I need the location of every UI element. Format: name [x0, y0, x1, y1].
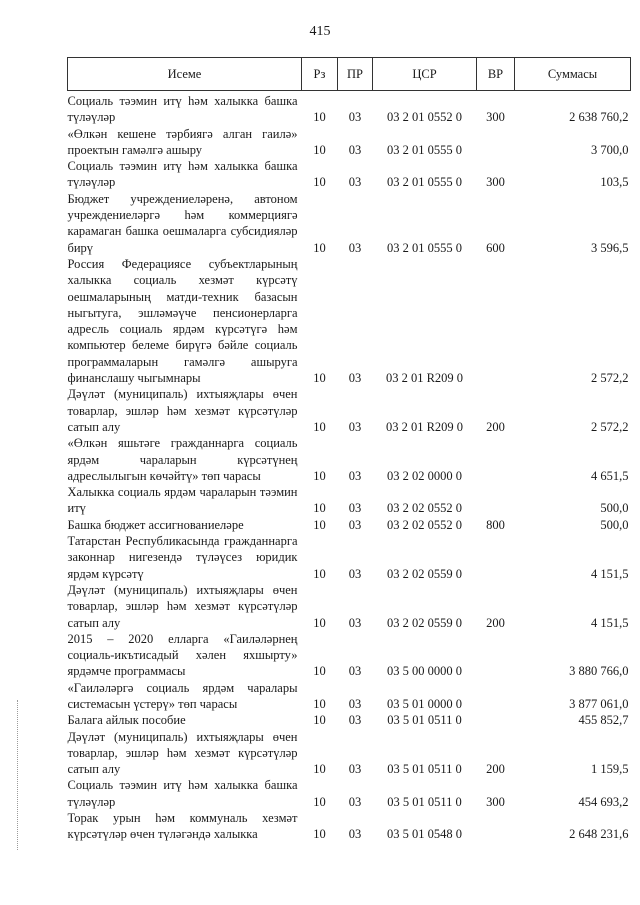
row-vr — [477, 484, 515, 517]
row-name: Дәүләт (муниципаль) ихтыяҗлары өчен товарлар, эшләр һәм хезмәт күрсәтүләр сатып алу — [67, 729, 298, 777]
row-vr: 200 — [486, 762, 505, 777]
table-header-row — [68, 58, 631, 91]
row-sum: 4 151,5 — [591, 566, 629, 581]
row-name: Балага айлык пособие — [67, 713, 186, 728]
header-vr: ВР — [477, 58, 515, 91]
row-rz: 10 — [313, 240, 326, 255]
row-vr — [477, 631, 515, 680]
table-row — [68, 517, 631, 533]
row-vr: 600 — [486, 240, 505, 255]
row-rz: 10 — [313, 696, 326, 711]
header-name: Исеме — [68, 58, 302, 91]
row-sum: 1 159,5 — [591, 762, 629, 777]
row-sum: 3 880 766,0 — [569, 664, 629, 679]
row-csr: 03 5 01 0548 0 — [387, 827, 462, 842]
row-pr: 03 — [348, 110, 362, 125]
row-csr: 03 2 02 0552 0 — [387, 517, 462, 532]
row-csr: 03 2 02 0000 0 — [387, 468, 462, 483]
row-sum: 4 151,5 — [591, 615, 629, 630]
row-csr: 03 2 01 R209 0 — [385, 419, 464, 434]
row-vr: 300 — [486, 175, 505, 190]
row-csr: 03 5 00 0000 0 — [387, 664, 462, 679]
row-rz: 10 — [313, 517, 326, 532]
row-sum: 3 700,0 — [591, 142, 629, 157]
row-rz: 10 — [313, 419, 326, 434]
row-rz: 10 — [313, 827, 326, 842]
row-sum: 2 572,2 — [591, 371, 629, 386]
row-pr: 03 — [348, 419, 362, 434]
row-name: Социаль тәэмин итү һәм халыкка башка түләүләр — [67, 778, 298, 809]
row-vr: 300 — [486, 110, 505, 125]
row-sum: 4 651,5 — [591, 468, 629, 483]
row-rz: 10 — [313, 566, 326, 581]
row-rz: 10 — [313, 615, 326, 630]
row-pr: 03 — [348, 517, 362, 532]
table-row — [68, 729, 631, 778]
row-name: Социаль тәэмин итү һәм халыкка башка түләүләр — [67, 159, 298, 190]
table-row — [68, 386, 631, 435]
row-pr: 03 — [348, 794, 362, 809]
row-name: 2015 – 2020 елларга «Гаиләләрнең социаль-икътисадый хәлен яхшырту» ярдәмче программасы — [67, 631, 298, 679]
table-row — [68, 582, 631, 631]
row-rz: 10 — [313, 468, 326, 483]
row-name: Дәүләт (муниципаль) ихтыяҗлары өчен товарлар, эшләр һәм хезмәт күрсәтүләр сатып алу — [67, 387, 298, 434]
scan-margin-marks — [17, 700, 20, 850]
table-row — [68, 484, 631, 517]
header-csr: ЦСР — [373, 58, 477, 91]
table-row — [68, 126, 631, 159]
row-vr — [477, 435, 515, 484]
table-row — [68, 777, 631, 810]
row-pr: 03 — [348, 762, 362, 777]
row-sum: 103,5 — [600, 175, 629, 190]
row-name: Халыкка социаль ярдәм чараларын тәэмин итү — [67, 485, 298, 516]
row-pr: 03 — [348, 240, 362, 255]
row-csr: 03 2 01 0552 0 — [387, 110, 462, 125]
table-row — [68, 631, 631, 680]
row-rz: 10 — [313, 794, 326, 809]
row-name: Россия Федерациясе субъектларының халыкка социаль хезмәт күрсәтү оешмаларының матди-техник базасын ныгытуга, эшләмәүче пенсионерларга адресль социаль ярдәм күрсәтүгә һәм компьютер белеме бирүгә бәйле социаль программаларын гамәлгә ашыруга финанслашу чыгымнары — [67, 256, 298, 386]
row-name: Башка бюджет ассигнованиеләре — [67, 517, 244, 532]
row-name: Татарстан Республикасында гражданнарга законнар нигезендә түләүсез юридик ярдәм күрсәтү — [67, 534, 298, 581]
row-vr — [477, 126, 515, 159]
row-pr: 03 — [348, 371, 362, 386]
row-sum: 454 693,2 — [578, 794, 629, 809]
row-vr — [477, 810, 515, 843]
row-rz: 10 — [313, 501, 326, 516]
row-sum: 455 852,7 — [578, 713, 629, 728]
row-sum: 2 572,2 — [591, 419, 629, 434]
row-name: «Өлкән кешене тәрбиягә алган гаилә» проектын гамәлгә ашыру — [67, 126, 298, 157]
row-vr: 300 — [486, 794, 505, 809]
row-rz: 10 — [313, 142, 326, 157]
row-vr — [477, 712, 515, 728]
row-sum: 3 596,5 — [591, 240, 629, 255]
row-pr: 03 — [348, 615, 362, 630]
row-rz: 10 — [313, 664, 326, 679]
row-csr: 03 2 01 0555 0 — [387, 240, 462, 255]
row-rz: 10 — [313, 175, 326, 190]
row-name: Социаль тәэмин итү һәм халыкка башка түләүләр — [67, 94, 298, 125]
row-name: «Гаиләләргә социаль ярдәм чаралары системасын үстерү» төп чарасы — [67, 680, 298, 711]
table-row — [68, 191, 631, 256]
table-body — [68, 91, 631, 843]
table-row — [68, 256, 631, 386]
row-vr — [477, 680, 515, 713]
row-name: Дәүләт (муниципаль) ихтыяҗлары өчен товарлар, эшләр һәм хезмәт күрсәтүләр сатып алу — [67, 582, 298, 630]
row-name: «Өлкән яшьтәге гражданнарга социаль ярдәм чараларын күрсәтүнең адреслылыгын көчәйтү» төп чарасы — [67, 436, 298, 483]
row-pr: 03 — [348, 566, 362, 581]
row-sum: 2 648 231,6 — [569, 827, 629, 842]
header-pr: ПР — [338, 58, 373, 91]
row-csr: 03 2 01 0555 0 — [387, 142, 462, 157]
row-pr: 03 — [348, 696, 362, 711]
row-pr: 03 — [348, 468, 362, 483]
header-rz: Рз — [302, 58, 338, 91]
row-rz: 10 — [313, 371, 326, 386]
row-pr: 03 — [348, 175, 362, 190]
row-csr: 03 5 01 0000 0 — [387, 696, 462, 711]
row-csr: 03 2 02 0552 0 — [387, 501, 462, 516]
row-pr: 03 — [348, 142, 362, 157]
table-row — [68, 712, 631, 728]
table-row — [68, 158, 631, 191]
row-csr: 03 5 01 0511 0 — [387, 794, 462, 809]
row-vr — [477, 533, 515, 582]
row-pr: 03 — [348, 501, 362, 516]
row-sum: 3 877 061,0 — [569, 696, 629, 711]
budget-table — [67, 57, 631, 843]
header-sum: Суммасы — [515, 58, 631, 91]
row-pr: 03 — [348, 713, 362, 728]
row-rz: 10 — [313, 713, 326, 728]
row-vr: 200 — [486, 419, 505, 434]
row-csr: 03 2 02 0559 0 — [387, 615, 462, 630]
row-csr: 03 2 01 R209 0 — [385, 371, 464, 386]
row-rz: 10 — [313, 762, 326, 777]
row-pr: 03 — [348, 664, 362, 679]
row-sum: 500,0 — [600, 501, 629, 516]
table-row — [68, 810, 631, 843]
row-vr: 800 — [486, 517, 505, 532]
table-row — [68, 435, 631, 484]
table-row — [68, 533, 631, 582]
table-row — [68, 680, 631, 713]
row-sum: 2 638 760,2 — [569, 110, 629, 125]
row-name: Бюджет учреждениеләренә, автоном учреждениеләргә һәм коммерциягә карамаган башка оешмаларга субсидияләр бирү — [67, 191, 298, 255]
row-csr: 03 2 02 0559 0 — [387, 566, 462, 581]
table-row — [68, 91, 631, 126]
row-csr: 03 5 01 0511 0 — [387, 762, 462, 777]
row-vr — [477, 256, 515, 386]
row-vr: 200 — [486, 615, 505, 630]
row-pr: 03 — [348, 827, 362, 842]
row-name: Торак урын һәм коммуналь хезмәт күрсәтүләр өчен түләгәндә халыкка — [67, 811, 298, 842]
row-csr: 03 2 01 0555 0 — [387, 175, 462, 190]
row-sum: 500,0 — [600, 517, 629, 532]
page-number: 415 — [309, 24, 331, 39]
row-rz: 10 — [313, 110, 326, 125]
row-csr: 03 5 01 0511 0 — [387, 713, 462, 728]
